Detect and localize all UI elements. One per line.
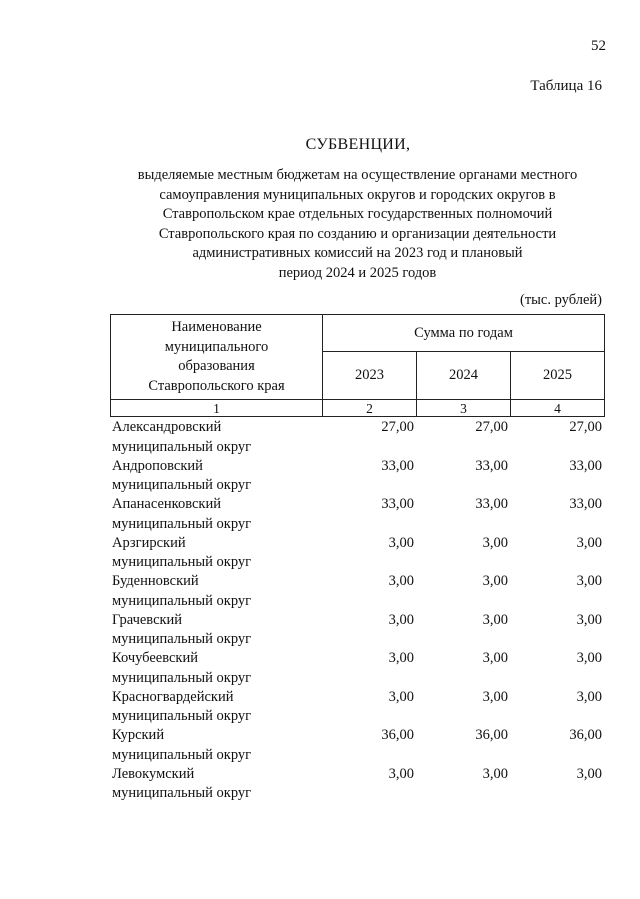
page-number: 52: [591, 38, 606, 54]
municipality-name-line: Арзгирский: [112, 534, 186, 551]
municipality-name-line: муниципальный округ: [112, 708, 252, 724]
value-2024: 3,00: [482, 534, 508, 551]
header-name-line: муниципального: [164, 338, 269, 355]
value-2023: 36,00: [381, 727, 414, 743]
municipality-name-line: муниципальный округ: [112, 785, 252, 801]
municipality-name-line: муниципальный округ: [112, 631, 252, 647]
municipality-name: [112, 649, 251, 688]
municipality-name-line: Грачевский: [112, 611, 183, 628]
value-2024: 33,00: [475, 496, 508, 512]
table-row: [110, 534, 604, 573]
header-name-line: Ставропольского края: [148, 377, 285, 394]
value-2025: 3,00: [576, 650, 602, 666]
municipality-name: [112, 765, 251, 804]
value-2023: 27,00: [381, 419, 414, 435]
value-2025: 3,00: [576, 611, 602, 628]
value-2024: 27,00: [475, 419, 508, 435]
value-2024: 3,00: [482, 611, 508, 628]
table-header: [110, 314, 605, 417]
municipality-name-line: муниципальный округ: [112, 554, 252, 570]
subtitle-line: выделяемые местным бюджетам на осуществление органами местного: [137, 167, 578, 183]
municipality-name-line: Красногвардейский: [112, 688, 234, 705]
header-sum-cell: Сумма по годам: [323, 315, 605, 352]
table-row: [110, 688, 604, 727]
municipality-name: [112, 611, 251, 650]
header-name-line: образования: [178, 358, 255, 374]
subtitle-line: период 2024 и 2025 годов: [278, 264, 437, 281]
value-2024: 3,00: [482, 765, 508, 782]
municipality-name: [112, 572, 251, 611]
value-2023: 3,00: [388, 688, 414, 705]
value-2024: 36,00: [475, 727, 508, 743]
value-2024: 3,00: [482, 573, 508, 589]
municipality-name-line: Левокумский: [112, 765, 195, 782]
header-name-line: Наименование: [171, 319, 262, 335]
column-number-cell: 2: [323, 400, 417, 417]
value-2024: 3,00: [482, 650, 508, 666]
table-label: Таблица 16: [530, 78, 602, 94]
value-2025: 3,00: [576, 534, 602, 551]
table-row: [110, 765, 604, 804]
municipality-name-line: муниципальный округ: [112, 438, 252, 455]
municipality-name-line: муниципальный округ: [112, 669, 252, 686]
municipality-name-line: Курский: [112, 727, 165, 743]
municipality-name: [112, 726, 251, 765]
municipality-name-line: муниципальный округ: [112, 746, 252, 763]
subtitle-line: Ставропольского края по созданию и организации деятельности: [158, 225, 557, 242]
value-2025: 3,00: [576, 573, 602, 589]
value-2023: 3,00: [388, 650, 414, 666]
value-2025: 3,00: [576, 765, 602, 782]
municipality-name: [112, 418, 251, 457]
value-2025: 27,00: [569, 419, 602, 435]
value-2025: 36,00: [569, 727, 602, 743]
municipality-name-line: Буденновский: [112, 573, 199, 589]
municipality-name-line: муниципальный округ: [112, 592, 252, 609]
municipality-name-line: муниципальный округ: [112, 477, 252, 493]
table-row: [110, 649, 604, 688]
municipality-name: [112, 495, 251, 534]
value-2023: 33,00: [381, 457, 414, 474]
value-2024: 3,00: [482, 688, 508, 705]
units-label: (тыс. рублей): [520, 292, 602, 308]
subtitle-line: Ставропольском крае отдельных государственных полномочий: [162, 206, 553, 222]
municipality-name-line: Апанасенковский: [112, 496, 221, 512]
subtitle-line: самоуправления муниципальных округов и городских округов в: [159, 186, 556, 203]
value-2023: 3,00: [388, 765, 414, 782]
document-title: СУБВЕНЦИИ,: [305, 136, 411, 153]
table-row: [110, 611, 604, 650]
table-row: [110, 572, 604, 611]
table-body: [110, 418, 604, 803]
value-2023: 3,00: [388, 534, 414, 551]
column-number-cell: 3: [417, 400, 511, 417]
table-row: [110, 495, 604, 534]
header-year-cell: 2024: [417, 352, 511, 400]
municipality-name-line: Кочубеевский: [112, 650, 198, 666]
table-row: [110, 418, 604, 457]
municipality-name: [112, 688, 251, 727]
column-number-cell: 1: [111, 400, 323, 417]
municipality-name: [112, 457, 251, 496]
column-number-cell: 4: [511, 400, 605, 417]
header-name-cell: [111, 315, 323, 400]
header-year-cell: 2023: [323, 352, 417, 400]
value-2024: 33,00: [475, 457, 508, 474]
header-year-cell: 2025: [511, 352, 605, 400]
table-row: [110, 726, 604, 765]
value-2023: 3,00: [388, 573, 414, 589]
value-2023: 33,00: [381, 496, 414, 512]
municipality-name: [112, 534, 251, 573]
municipality-name-line: Александровский: [112, 419, 222, 435]
subtitle-line: административных комиссий на 2023 год и плановый: [192, 245, 523, 261]
document-subtitle: [90, 166, 625, 283]
value-2025: 33,00: [569, 496, 602, 512]
municipality-name-line: Андроповский: [112, 457, 203, 474]
municipality-name-line: муниципальный округ: [112, 515, 252, 532]
value-2025: 33,00: [569, 457, 602, 474]
table-row: [110, 457, 604, 496]
value-2025: 3,00: [576, 688, 602, 705]
value-2023: 3,00: [388, 611, 414, 628]
